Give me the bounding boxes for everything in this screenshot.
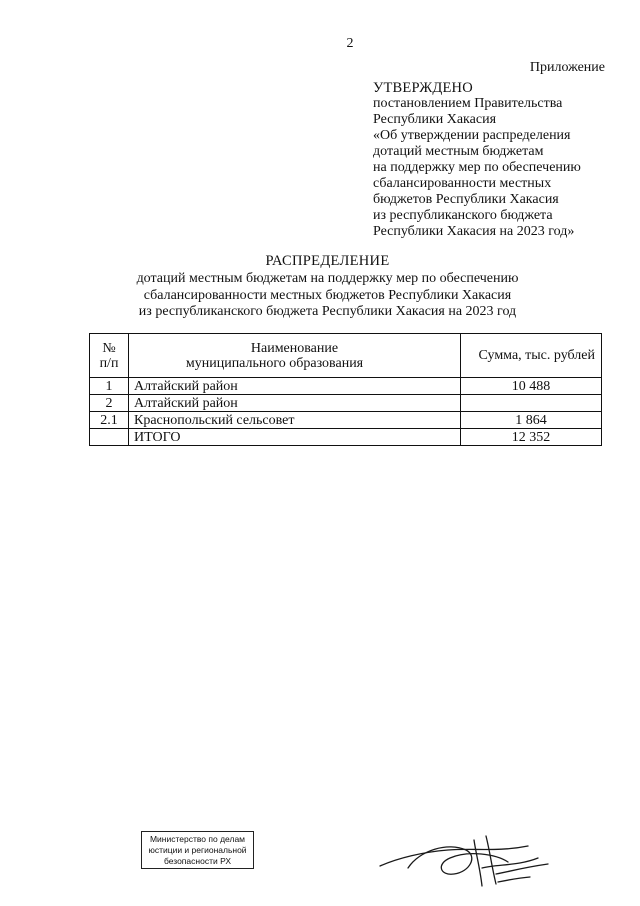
header-name-line1: Наименование (250, 340, 339, 356)
approval-line: «Об утверждении распределения (373, 128, 571, 143)
distribution-table (89, 333, 602, 446)
approval-line: бюджетов Республики Хакасия (373, 192, 559, 207)
ministry-stamp (141, 831, 254, 869)
approval-line: из республиканского бюджета (373, 208, 553, 223)
table-header-row (90, 334, 602, 378)
row-number (90, 429, 129, 446)
stamp-line: юстиции и региональной (148, 845, 247, 855)
header-name-line2: муниципального образования (185, 355, 364, 371)
row-sum: 12 352 (461, 429, 602, 446)
approval-line: Республики Хакасия на 2023 год» (373, 224, 575, 239)
subheading-line: из республиканского бюджета Республики Хакасия на 2023 год (138, 304, 517, 319)
header-name (129, 334, 461, 378)
approval-line: дотаций местным бюджетам (373, 144, 544, 159)
row-sum (461, 395, 602, 412)
subheading-line: сбалансированности местных бюджетов Республики Хакасия (143, 287, 512, 303)
approval-line: сбалансированности местных (373, 176, 552, 191)
row-number: 1 (90, 378, 129, 395)
row-name: ИТОГО (129, 429, 461, 446)
approval-line: постановлением Правительства (373, 96, 563, 111)
table-row (90, 378, 602, 395)
appendix-label: Приложение (529, 60, 605, 75)
table-total-row (90, 429, 602, 446)
subheading-line: дотаций местным бюджетам на поддержку мер по обеспечению (136, 271, 519, 286)
header-sum: Сумма, тыс. рублей (461, 334, 602, 378)
row-number: 2 (90, 395, 129, 412)
header-number-abbr: п/п (99, 355, 119, 371)
row-number: 2.1 (90, 412, 129, 429)
table-row (90, 395, 602, 412)
document-subheading (60, 271, 595, 321)
row-name: Алтайский район (129, 395, 461, 412)
table-row (90, 412, 602, 429)
stamp-line: Министерство по делам (149, 834, 246, 844)
stamp-line: безопасности РХ (163, 856, 232, 866)
approval-line: Республики Хакасия (373, 112, 497, 127)
approval-title: УТВЕРЖДЕНО (373, 80, 473, 96)
approval-block (373, 80, 623, 240)
page-number: 2 (346, 36, 354, 51)
signature-icon (378, 828, 558, 898)
row-sum: 1 864 (461, 412, 602, 429)
row-name: Краснопольский сельсовет (129, 412, 461, 429)
row-name: Алтайский район (129, 378, 461, 395)
document-heading: РАСПРЕДЕЛЕНИЕ (265, 253, 390, 269)
approval-line: на поддержку мер по обеспечению (373, 160, 581, 175)
header-number-sign: № (102, 340, 116, 356)
row-sum: 10 488 (461, 378, 602, 395)
